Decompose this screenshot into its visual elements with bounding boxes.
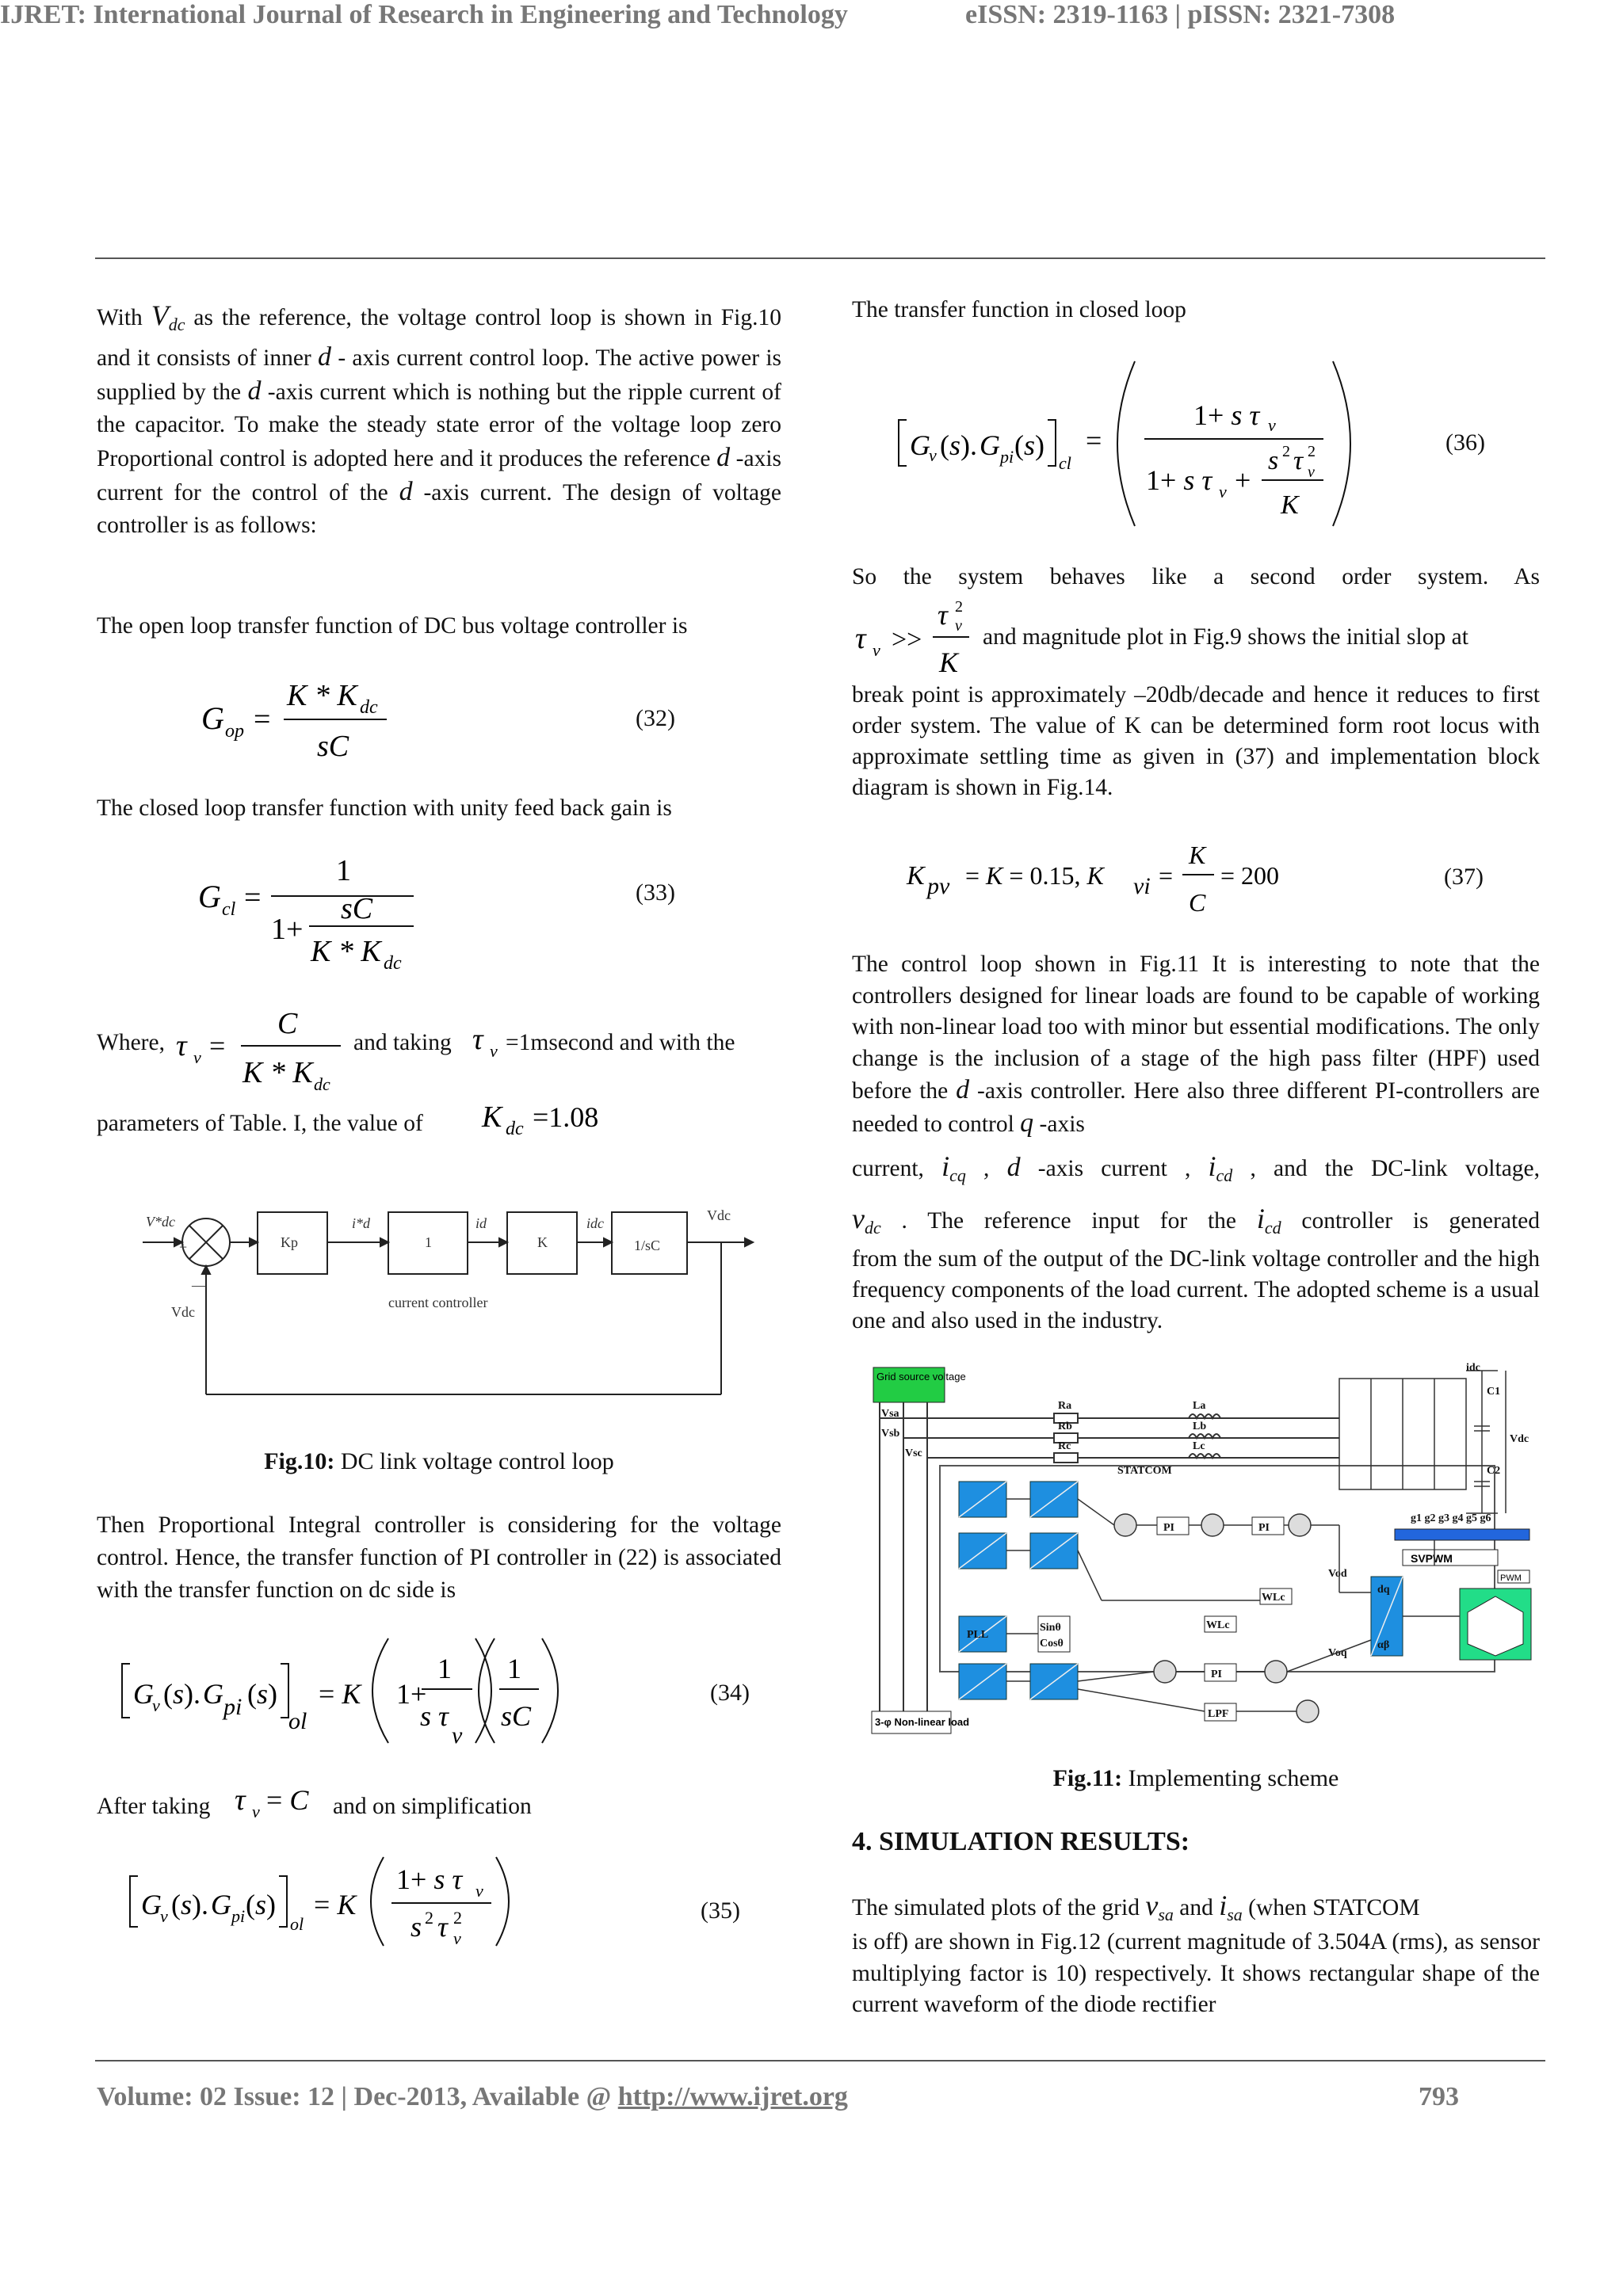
equation-32 xyxy=(190,673,428,769)
equation-37 xyxy=(903,838,1316,925)
svg-text:>>: >> xyxy=(892,625,922,654)
svg-text:G: G xyxy=(211,1889,231,1920)
fig11-cos: Cosθ xyxy=(1040,1638,1064,1650)
kdc-value xyxy=(479,1097,637,1141)
svg-text:pi: pi xyxy=(1000,447,1014,467)
svg-text:τ: τ xyxy=(235,1783,246,1817)
fig11-voq: Voq xyxy=(1328,1647,1347,1659)
svg-text:ol: ol xyxy=(290,1914,304,1934)
fig10-vdc-fb: Vdc xyxy=(171,1304,195,1320)
svg-text:K * K: K * K xyxy=(311,935,381,968)
svg-text:v: v xyxy=(1268,415,1276,435)
left-para-4: parameters of Table. I, the value of xyxy=(97,1111,423,1136)
svg-text:= K = 0.15, K: = K = 0.15, K xyxy=(965,861,1104,890)
fig11-pi3: PI xyxy=(1211,1669,1222,1680)
svg-text:K * K: K * K xyxy=(242,1056,313,1089)
left-para-5: Then Proportional Integral controller is considering for the voltage control. Hence, the transfer function of PI controller in (22) is associated with the transfer function on dc side is xyxy=(97,1512,781,1603)
after-taking-label: After taking xyxy=(97,1794,211,1819)
svg-text:=: = xyxy=(244,881,262,914)
right-para-1: The transfer function in closed loop xyxy=(852,297,1186,322)
fig11-wlc1: WLc xyxy=(1262,1592,1285,1604)
fig11-c2: C2 xyxy=(1487,1465,1501,1477)
svg-text:=: = xyxy=(209,1030,226,1062)
fig11-pll: PLL xyxy=(967,1629,989,1641)
fig11-implementing-scheme xyxy=(864,1363,1537,1735)
svg-text:(s).: (s). xyxy=(163,1678,201,1710)
svg-text:v: v xyxy=(1219,482,1227,502)
fig11-lc: Lc xyxy=(1193,1440,1205,1452)
svg-text:G: G xyxy=(910,429,930,461)
tau-equals-c xyxy=(231,1781,334,1825)
svg-text:cl: cl xyxy=(222,899,236,920)
footer-link[interactable]: http://www.ijret.org xyxy=(617,2082,848,2111)
equation-33 xyxy=(190,852,444,986)
svg-text:2: 2 xyxy=(425,1908,433,1928)
svg-text:K * K: K * K xyxy=(287,679,357,712)
left-para-2: The open loop transfer function of DC bus voltage controller is xyxy=(97,613,688,639)
tau-v-definition xyxy=(173,1005,347,1100)
fig10-minus: — xyxy=(192,1277,206,1293)
journal-title: IJRET: International Journal of Research in Engineering and Technology xyxy=(0,0,848,29)
running-header xyxy=(0,0,1442,30)
fig10-caption: Fig.10: DC link voltage control loop xyxy=(264,1448,614,1474)
fig10-k: K xyxy=(537,1234,548,1250)
fig11-vsc: Vsc xyxy=(905,1447,922,1459)
svg-text:(s): (s) xyxy=(247,1678,278,1710)
svg-text:s: s xyxy=(411,1911,422,1943)
right-para-2c: break point is approximately –20db/decade and hence it reduces to first order system. The value of K can be determined form root locus with approximate settling time as given in (37) and implementation block diagram is shown in Fig.14. xyxy=(852,682,1540,800)
right-para-3: The control loop shown in Fig.11 It is interesting to note that the controllers designed for linear loads are found to be capable of working with non-linear load too with minor but essential modifications. The only change is the inclusion of a stage of the high pass filter (HPF) used before the d -axis controller. Here also three different PI-controllers are needed to control q -axis xyxy=(852,952,1540,1138)
svg-text:pv: pv xyxy=(927,873,950,899)
svg-text:dc: dc xyxy=(384,953,402,974)
fig11-statcom: STATCOM xyxy=(1117,1465,1172,1477)
fig10-idref: i*d xyxy=(352,1215,371,1231)
svg-text:=: = xyxy=(254,703,271,736)
svg-text:v: v xyxy=(929,445,937,465)
svg-text:1+ s τ: 1+ s τ xyxy=(396,1863,463,1895)
fig11-wlc2: WLc xyxy=(1206,1619,1230,1631)
svg-text:2: 2 xyxy=(453,1908,462,1928)
fig11-vod: Vod xyxy=(1328,1568,1347,1580)
and-on-simplification: and on simplification xyxy=(333,1794,532,1819)
svg-text:pi: pi xyxy=(223,1694,242,1720)
fig11-rb: Rb xyxy=(1058,1421,1072,1432)
fig11-caption: Fig.11: Implementing scheme xyxy=(1052,1765,1339,1791)
svg-text:= K: = K xyxy=(319,1678,361,1710)
fig11-vsb: Vsb xyxy=(881,1428,900,1440)
equation-36 xyxy=(896,357,1355,531)
svg-text:G: G xyxy=(980,429,1000,461)
equation-35 xyxy=(127,1854,523,1949)
fig11-gates: g1 g2 g3 g4 g5 g6 xyxy=(1411,1512,1491,1524)
left-para-3: The closed loop transfer function with unity feed back gain is xyxy=(97,795,672,821)
svg-text:K: K xyxy=(482,1100,502,1134)
fig11-lb: Lb xyxy=(1193,1421,1207,1432)
svg-text:2: 2 xyxy=(1308,443,1316,460)
svg-text:1: 1 xyxy=(437,1653,452,1684)
svg-text:K: K xyxy=(1281,490,1299,520)
svg-text:= C: = C xyxy=(266,1784,309,1816)
fig11-ra: Ra xyxy=(1058,1400,1072,1412)
fig11-pi2: PI xyxy=(1258,1522,1270,1534)
svg-text:=: = xyxy=(1086,425,1102,456)
fig11-svpwm: SVPWM xyxy=(1411,1552,1453,1565)
right-para-3d: from the sum of the output of the DC-link voltage controller and the high frequency components of the load current. The adopted scheme is a usual one and also used in the industry. xyxy=(852,1246,1540,1333)
fig10-isc: 1/sC xyxy=(634,1238,661,1253)
svg-text:=: = xyxy=(1159,861,1174,890)
fig11-vdc: Vdc xyxy=(1510,1433,1529,1445)
svg-text:dc: dc xyxy=(314,1074,330,1094)
svg-text:v: v xyxy=(873,640,880,660)
svg-text:s τ: s τ xyxy=(420,1700,449,1732)
svg-text:cl: cl xyxy=(1059,453,1071,473)
svg-text:v: v xyxy=(193,1047,201,1067)
header-rule xyxy=(95,257,1545,259)
svg-text:G: G xyxy=(201,700,224,736)
fig11-grid: Grid source voltage xyxy=(876,1371,966,1383)
svg-text:v: v xyxy=(490,1041,498,1061)
svg-text:1: 1 xyxy=(336,854,351,887)
svg-text:(s): (s) xyxy=(246,1889,277,1920)
fig10-vdc-out: Vdc xyxy=(707,1207,731,1223)
svg-text:s: s xyxy=(1268,446,1279,475)
right-para-3c: $v_{dc}$ . The reference input for the $i_{cd}$ controller is generated xyxy=(852,1203,1540,1238)
svg-text:2: 2 xyxy=(1282,443,1290,460)
svg-text:τ: τ xyxy=(855,622,866,655)
fig11-c1: C1 xyxy=(1487,1386,1501,1398)
fig10-id: id xyxy=(475,1215,487,1231)
fig11-pi1: PI xyxy=(1163,1522,1174,1534)
footer: Volume: 02 Issue: 12 | Dec-2013, Available @ http://www.ijret.org xyxy=(97,2082,848,2111)
fig10-vref-label: V*dc xyxy=(146,1214,175,1230)
svg-text:K: K xyxy=(939,646,959,678)
svg-text:(s).: (s). xyxy=(940,429,978,461)
fig10-idc: idc xyxy=(586,1215,604,1231)
fig10-current-controller: current controller xyxy=(388,1295,488,1310)
svg-text:v: v xyxy=(475,1881,483,1901)
svg-text:G: G xyxy=(203,1678,223,1710)
fig10-one: 1 xyxy=(425,1234,432,1250)
svg-text:ol: ol xyxy=(288,1708,307,1734)
svg-text:v: v xyxy=(955,617,962,635)
svg-text:dc: dc xyxy=(506,1119,524,1139)
fig10-kp: Kp xyxy=(281,1234,298,1250)
svg-text:G: G xyxy=(198,879,221,914)
where-tail: =1msecond and with the xyxy=(506,1030,735,1055)
left-para-1: With $V_{dc}$ as the reference, the voltage control loop is shown in Fig.10 and it consists of inner d - axis current control loop. The active power is supplied by the d -axis current which is nothing but the ripple current of the capacitor. To make the steady state error of the voltage loop zero Proportional control is adopted here and it produces the reference d -axis current for the control of the d -axis current. The design of voltage controller is as follows: xyxy=(97,299,782,538)
eq-number-34: (34) xyxy=(710,1680,750,1706)
svg-text:K: K xyxy=(1189,841,1206,869)
svg-text:τ: τ xyxy=(472,1023,483,1056)
fig11-vsa: Vsa xyxy=(881,1408,899,1420)
equation-34 xyxy=(119,1632,563,1751)
and-taking-label: and taking xyxy=(353,1030,452,1055)
svg-text:C: C xyxy=(1189,888,1206,917)
svg-text:1: 1 xyxy=(507,1653,521,1684)
svg-text:v: v xyxy=(1308,463,1315,481)
right-para-4: is off) are shown in Fig.12 (current magnitude of 3.504A (rms), as sensor multiplying factor is 10) respectively. It shows rectangular shape of the current waveform of the diode rectifier xyxy=(852,1929,1540,2017)
eq-number-33: (33) xyxy=(636,879,675,906)
fig11-sin: Sinθ xyxy=(1040,1622,1061,1634)
svg-text:v: v xyxy=(453,1928,461,1948)
eq-number-37: (37) xyxy=(1444,864,1484,890)
footer-rule xyxy=(95,2060,1545,2061)
right-para-2a: So the system behaves like a second order system. As xyxy=(852,564,1540,589)
svg-text:τ: τ xyxy=(1293,446,1304,475)
svg-text:v: v xyxy=(252,1802,260,1821)
svg-text:1+: 1+ xyxy=(396,1678,427,1710)
svg-text:τ: τ xyxy=(176,1029,187,1062)
tau-much-greater xyxy=(852,593,979,680)
eq-number-35: (35) xyxy=(701,1897,740,1924)
fig11-pwm: PWM xyxy=(1500,1573,1522,1583)
svg-text:=1.08: =1.08 xyxy=(533,1101,599,1133)
svg-text:1+ s τ: 1+ s τ xyxy=(1146,464,1212,496)
svg-text:(s).: (s). xyxy=(171,1889,209,1920)
svg-text:sC: sC xyxy=(317,730,349,763)
svg-text:v: v xyxy=(452,1722,463,1749)
right-para-3b: current, $i_{cq}$ , d -axis current , $i_{cd}$ , and the DC-link voltage, xyxy=(852,1150,1541,1185)
svg-text:G: G xyxy=(141,1889,162,1920)
svg-text:1+ s τ: 1+ s τ xyxy=(1193,399,1260,431)
svg-text:(s): (s) xyxy=(1014,429,1045,461)
svg-text:sC: sC xyxy=(341,892,373,925)
eq-number-36: (36) xyxy=(1445,429,1485,456)
svg-text:pi: pi xyxy=(231,1906,246,1926)
svg-text:sC: sC xyxy=(501,1700,532,1732)
fig11-dq1: dq xyxy=(1377,1584,1390,1596)
svg-text:+: + xyxy=(1235,464,1251,496)
svg-text:vi: vi xyxy=(1133,873,1151,899)
svg-text:v: v xyxy=(152,1695,160,1715)
fig11-rc: Rc xyxy=(1058,1440,1071,1452)
fig10-block-diagram xyxy=(143,1188,761,1426)
svg-text:K: K xyxy=(907,861,925,891)
svg-text:1+: 1+ xyxy=(271,913,304,946)
page-number: 793 xyxy=(1419,2082,1459,2111)
right-para-2b: and magnitude plot in Fig.9 shows the initial slop at xyxy=(983,624,1468,650)
eq-number-32: (32) xyxy=(636,705,675,731)
svg-text:τ: τ xyxy=(938,599,948,631)
fig11-la: La xyxy=(1193,1400,1206,1412)
right-para-4-line1: The simulated plots of the grid $v_{sa}$ and $i_{sa}$ (when STATCOM xyxy=(852,1890,1420,1924)
svg-text:= 200: = 200 xyxy=(1220,861,1280,890)
svg-text:v: v xyxy=(160,1906,168,1926)
svg-text:τ: τ xyxy=(437,1911,448,1943)
fig11-nonlinear: 3-φ Non-linear load xyxy=(875,1716,970,1728)
svg-text:2: 2 xyxy=(955,598,963,616)
issn: eISSN: 2319-1163 | pISSN: 2321-7308 xyxy=(965,0,1396,29)
section-heading: 4. SIMULATION RESULTS: xyxy=(852,1827,1190,1856)
fig11-dq2: αβ xyxy=(1377,1639,1390,1651)
fig10-plus: + xyxy=(179,1239,188,1255)
where-label: Where, xyxy=(97,1030,165,1055)
fig11-idc: idc xyxy=(1466,1363,1480,1374)
fig11-lpf: LPF xyxy=(1208,1708,1229,1720)
svg-text:op: op xyxy=(225,721,244,742)
svg-text:= K: = K xyxy=(314,1889,357,1920)
svg-text:G: G xyxy=(133,1678,154,1710)
svg-text:dc: dc xyxy=(360,697,378,718)
svg-text:C: C xyxy=(277,1007,298,1040)
